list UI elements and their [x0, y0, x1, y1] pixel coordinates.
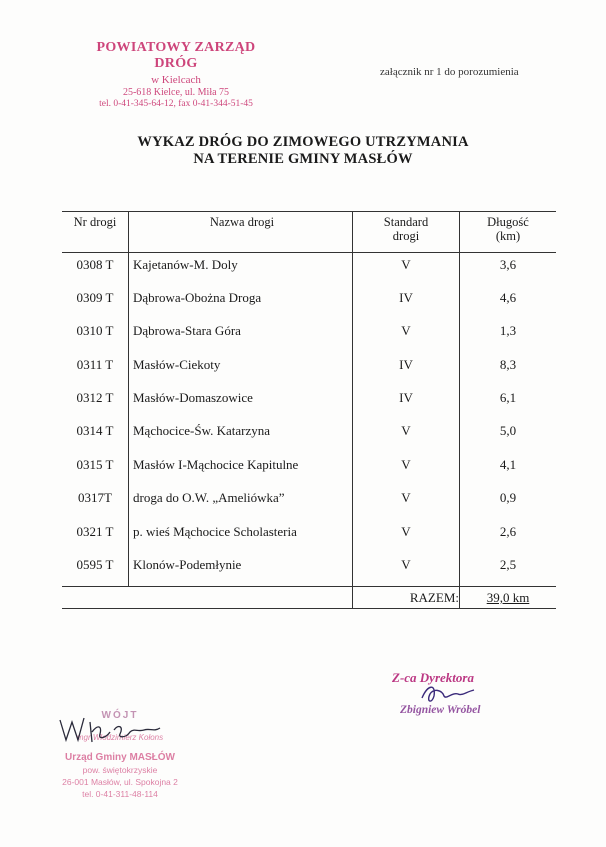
cell-nr: 0317T [62, 486, 129, 519]
mayor-role: WÓJT [101, 710, 139, 721]
cell-standard: IV [353, 386, 460, 419]
stamp-line-3: 25-618 Kielce, ul. Miła 75 [122, 87, 230, 98]
cell-nr: 0314 T [62, 419, 129, 452]
header-length-line-2: (km) [495, 229, 521, 243]
table-header-row [62, 212, 556, 253]
cell-length: 0,9 [499, 490, 517, 506]
table-row [62, 319, 556, 352]
cell-name: Dąbrowa-Stara Góra [129, 319, 353, 352]
cell-standard: V [353, 553, 460, 586]
table-row [62, 253, 556, 286]
deputy-director-role: Z-ca Dyrektora [392, 670, 474, 685]
cell-name: Masłów-Ciekoty [129, 353, 353, 386]
cell-length: 4,1 [499, 456, 517, 472]
roads-table [62, 211, 556, 609]
mayor-office: Urząd Gminy MASŁÓW [64, 752, 175, 763]
total-value: 39,0 km [486, 589, 530, 605]
mayor-stamp-line-2: 26-001 Masłów, ul. Spokojna 2 [62, 777, 178, 787]
cell-nr: 0309 T [62, 286, 129, 319]
mayor-name: mgr Włodzimierz Kołons [76, 733, 164, 742]
cell-name: Kajetanów-M. Doly [129, 253, 353, 286]
cell-name: Dąbrowa-Obożna Droga [129, 286, 353, 319]
mayor-stamp-line-3: tel. 0-41-311-48-114 [82, 789, 158, 799]
table-row [62, 453, 556, 486]
cell-standard: V [353, 520, 460, 553]
total-label: RAZEM: [353, 586, 460, 608]
total-empty-cell [62, 586, 129, 608]
total-value-cell [460, 586, 557, 608]
table-row [62, 353, 556, 386]
deputy-director-name: Zbigniew Wróbel [400, 704, 481, 716]
cell-nr: 0310 T [62, 319, 129, 352]
cell-nr: 0312 T [62, 386, 129, 419]
cell-nr: 0315 T [62, 453, 129, 486]
stamp-line-1: POWIATOWY ZARZĄD DRÓG [96, 40, 256, 71]
cell-standard: V [353, 486, 460, 519]
cell-length: 1,3 [499, 323, 517, 339]
mayor-stamp-line-1: pow. świętokrzyskie [82, 765, 158, 775]
cell-length: 8,3 [499, 356, 517, 372]
title-line-2: NA TERENIE GMINY MASŁÓW [193, 151, 413, 167]
cell-nr: 0595 T [62, 553, 129, 586]
cell-nr: 0311 T [62, 353, 129, 386]
header-standard-line-2: drogi [392, 229, 420, 243]
cell-nr: 0308 T [62, 253, 129, 286]
stamp-line-2: w Kielcach [151, 74, 201, 86]
header-standard [353, 212, 460, 253]
header-standard-line-1: Standard [383, 215, 429, 229]
cell-length: 5,0 [499, 423, 517, 439]
cell-name: Masłów-Domaszowice [129, 386, 353, 419]
cell-length: 6,1 [499, 390, 517, 406]
handwritten-signature-left [54, 712, 164, 746]
header-nr: Nr drogi [62, 212, 129, 253]
cell-name: Mąchocice-Św. Katarzyna [129, 419, 353, 452]
title-line-1: WYKAZ DRÓG DO ZIMOWEGO UTRZYMANIA [137, 134, 469, 150]
header-name: Nazwa drogi [129, 212, 353, 253]
cell-length: 2,5 [499, 557, 517, 573]
table-row [62, 386, 556, 419]
cell-name: droga do O.W. „Ameliówka” [129, 486, 353, 519]
table-row [62, 520, 556, 553]
cell-standard: IV [353, 286, 460, 319]
cell-standard: V [353, 319, 460, 352]
table-row [62, 553, 556, 586]
cell-standard: V [353, 419, 460, 452]
table-row [62, 419, 556, 452]
cell-nr: 0321 T [62, 520, 129, 553]
attachment-note: załącznik nr 1 do porozumienia [380, 66, 519, 78]
cell-length: 2,6 [499, 523, 517, 539]
cell-standard: V [353, 453, 460, 486]
total-empty-cell [129, 586, 353, 608]
document-title [0, 134, 606, 168]
issuer-stamp [86, 40, 266, 109]
cell-standard: V [353, 253, 460, 286]
cell-length: 4,6 [499, 289, 517, 305]
stamp-line-4: tel. 0-41-345-64-12, fax 0-41-344-51-45 [99, 99, 253, 109]
cell-standard: IV [353, 353, 460, 386]
handwritten-signature-right [418, 680, 478, 708]
cell-length: 3,6 [499, 257, 517, 272]
cell-name: Klonów-Podemłynie [129, 553, 353, 586]
table-row [62, 486, 556, 519]
header-length [460, 212, 557, 253]
cell-name: Masłów I-Mąchocice Kapitulne [129, 453, 353, 486]
total-row [62, 586, 556, 608]
table-row [62, 286, 556, 319]
header-length-line-1: Długość [487, 215, 529, 229]
cell-name: p. wieś Mąchocice Scholasteria [129, 520, 353, 553]
